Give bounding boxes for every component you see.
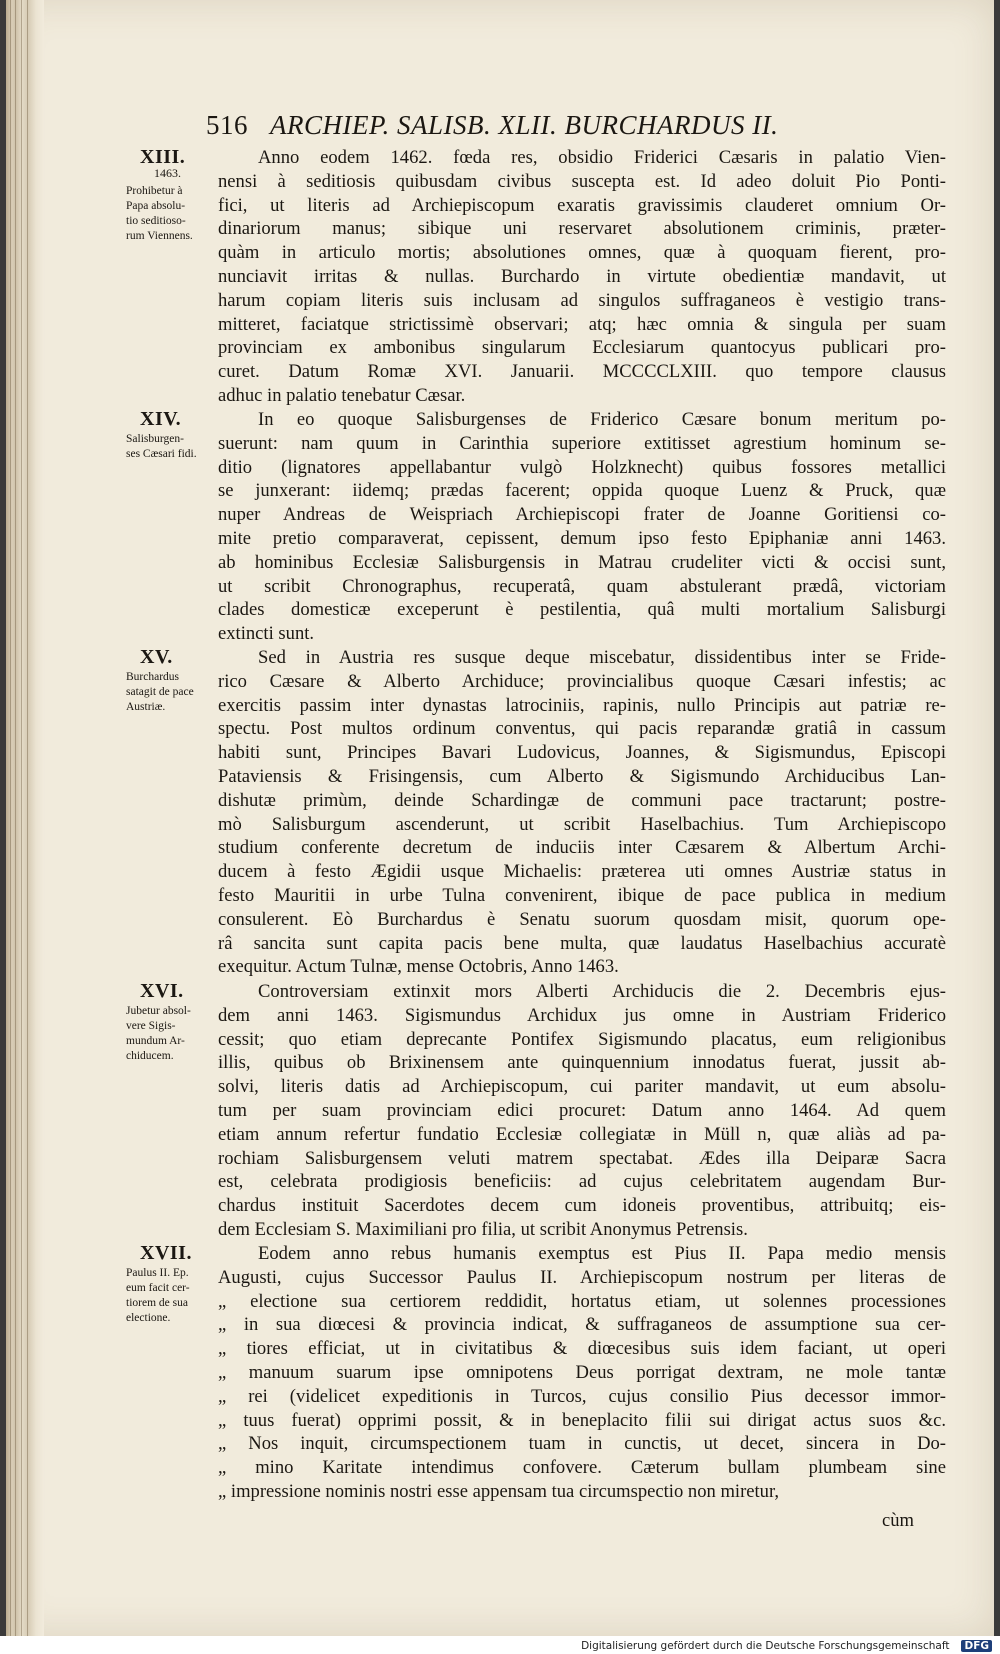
page-edge-line <box>15 0 16 1636</box>
text-line: curet. Datum Romæ XVI. Januarii. MCCCCLXIII. quo tempore clausus <box>218 361 946 383</box>
text-line: cessit; quo etiam deprecante Pontifex Sigismundo placatus, eum religionibus <box>218 1028 946 1050</box>
text-line: harum copiam literis suis inclusam ad singulos suffraganeos è vestigio trans- <box>218 289 946 311</box>
text-line: rico Cæsare & Alberto Archiduce; provincialibus quoque Cæsari infestis; ac <box>218 670 946 692</box>
section-body <box>218 1242 946 1504</box>
text-line: habiti sunt, Principes Bavari Ludovicus, Joannes, & Sigismundus, Episcopi <box>218 742 946 764</box>
marginal-note-line: Salisburgen- <box>126 433 184 445</box>
text-line: ducem à festo Ægidii usque Michaelis: præterea uti omnes Austriæ status in <box>218 861 946 883</box>
text-line: „ manuum suarum ipse omnipotens Deus porrigat dextram, ne mole tantæ <box>218 1361 946 1383</box>
text-line: Eodem anno rebus humanis exemptus est Pius II. Papa medio mensis <box>258 1243 946 1264</box>
marginal-note-line: eum facit cer- <box>126 1282 190 1294</box>
marginal-note-line: rum Viennens. <box>126 230 193 242</box>
text-line: „ impressione nominis nostri esse appensam tua circumspectio non miretur, <box>218 1480 780 1502</box>
section-body <box>218 408 946 646</box>
text-line: illis, quibus ob Brixinensem ante quinquennium innodatus fuerat, jussit ab- <box>218 1052 946 1074</box>
text-line: se junxerant: iidemq; prædas facerent; oppida quoque Luenz & Pruck, quæ <box>218 480 946 502</box>
marginal-note <box>126 1266 216 1326</box>
section-body <box>218 146 946 408</box>
text-line: „ rei (videlicet expeditionis in Turcos, cujus consilio Pius decessor immor- <box>218 1385 946 1407</box>
section-body <box>218 646 946 979</box>
text-line: clades domesticæ exceperunt è pestilentia, quâ multi mortalium Salisburgi <box>218 599 946 621</box>
marginal-note-line: electione. <box>126 1312 171 1324</box>
page-edge-line <box>21 0 22 1636</box>
text-line: dem Ecclesiam S. Maximiliani pro filia, ut scribit Anonymus Petrensis. <box>218 1218 748 1240</box>
marginal-note-line: Austriæ. <box>126 701 166 713</box>
text-line: In eo quoque Salisburgenses de Friderico Cæsare bonum meritum po- <box>258 409 946 430</box>
text-line: nuper Andreas de Weispriach Archiepiscopi frater de Joanne Goritiensi co- <box>218 504 946 526</box>
section-number: XIII. <box>140 146 186 168</box>
marginal-note-line: Burchardus <box>126 671 180 683</box>
text-line: exercitis passim inter dynastas latrociniis, rapinis, nullo Principis aut patriæ re- <box>218 694 946 716</box>
text-line: spectu. Post multos ordinum conventus, qui pacis reparandæ gratiâ in cassum <box>218 718 946 740</box>
text-line: suerunt: nam quum in Carinthia superiore extitisset agrestium hominum se- <box>218 432 946 454</box>
page-edge-line <box>10 0 11 1636</box>
section-number: XVII. <box>140 1242 192 1264</box>
text-line: „ tuus fuerat) opprimi possit, & in beneplacito filii sui dirigat actus suos &c. <box>218 1409 946 1431</box>
text-line: nunciavit irritas & nullas. Burchardo in virtute obedientiæ mandavit, ut <box>218 265 946 287</box>
marginal-note-line: Paulus II. Ep. <box>126 1267 189 1279</box>
text-line: est, celebrata prodigiosis beneficiis: ad cujus celebritatem augendam Bur- <box>218 1171 946 1193</box>
footer-bar <box>0 1636 1000 1654</box>
text-line: fici, ut literis ad Archiepiscopum exaratis gravissimis clauderet omnium Or- <box>218 194 946 216</box>
section-number: XIV. <box>140 408 182 430</box>
running-head-title: ARCHIEP. SALISB. XLII. BURCHARDUS II. <box>270 110 779 140</box>
section-number: XVI. <box>140 980 184 1002</box>
marginal-note <box>126 670 216 715</box>
text-line: ab hominibus Ecclesiæ Salisburgensis in Matrau crudeliter victi & occisi sunt, <box>218 551 946 573</box>
marginal-note-line: tio seditioso- <box>126 215 186 227</box>
section-number: XV. <box>140 646 173 668</box>
marginal-note-line: satagit de pace <box>126 686 194 698</box>
text-line: chardus instituit Sacerdotes decem cum idoneis proventibus, attribuitq; eis- <box>218 1195 946 1217</box>
running-head <box>206 110 846 146</box>
text-line: mò Salisburgum ascenderunt, ut scribit Haselbachius. Tum Archiepiscopo <box>218 813 946 835</box>
text-line: exequitur. Actum Tulnæ, mense Octobris, Anno 1463. <box>218 956 619 978</box>
section-year: 1463. <box>154 166 181 180</box>
text-line: nensi à seditiosis quibusdam civibus suscepta est. Id adeo doluit Pio Ponti- <box>218 170 946 192</box>
footer-text: Digitalisierung gefördert durch die Deutsche Forschungsgemeinschaft <box>581 1640 950 1652</box>
marginal-note <box>126 184 216 244</box>
marginal-note-line: Papa absolu- <box>126 200 186 212</box>
text-line: mitteret, faciatque strictissimè observari; atq; hæc omnia & singula per suam <box>218 313 946 335</box>
text-line: tum per suam provinciam edici procuret: Datum anno 1464. Ad quem <box>218 1099 946 1121</box>
page-edge-line <box>27 0 28 1636</box>
catchword: cùm <box>881 1510 914 1531</box>
marginal-note <box>126 1004 216 1064</box>
text-line: mite pretio comparaverat, cepissent, demum ipso festo Epiphaniæ anni 1463. <box>218 527 946 549</box>
text-line: studium conferente decretum de induciis inter Cæsarem & Albertum Archi- <box>218 837 946 859</box>
text-line: adhuc in palatio tenebatur Cæsar. <box>218 384 466 406</box>
text-line: quàm in articulo mortis; absolutiones omnes, quæ à quoquam fierent, pro- <box>218 242 946 264</box>
marginal-note-line: Prohibetur à <box>126 185 183 197</box>
text-line: extincti sunt. <box>218 623 315 645</box>
marginal-note-line: chiducem. <box>126 1050 174 1062</box>
text-line: provinciam ex ambonibus singularum Ecclesiarum quantocyus publicari pro- <box>218 337 946 359</box>
text-line: „ electione sua certiorem reddidit, hortatus etiam, ut solennes processiones <box>218 1290 946 1312</box>
marginal-note <box>126 432 216 462</box>
page-edge <box>6 0 44 1636</box>
text-line: festo Mauritii in urbe Tulna convenirent, ibique de pace publica in medium <box>218 884 946 906</box>
text-line: „ tiores efficiat, ut in civitatibus & diœcesibus suis idem faciant, ut operi <box>218 1338 946 1360</box>
text-line: Controversiam extinxit mors Alberti Archiducis die 2. Decembris ejus- <box>258 981 946 1002</box>
text-line: Pataviensis & Frisingensis, cum Alberto & Sigismundo Archiducibus Lan- <box>218 765 946 787</box>
text-line: râ sancita sunt capita pacis bene multa, quæ laudatus Haselbachius accuratè <box>218 932 946 954</box>
text-line: consulerent. Eò Burchardus è Senatu suorum quosdam misit, quorum ope- <box>218 908 946 930</box>
text-line: Anno eodem 1462. fœda res, obsidio Friderici Cæsaris in palatio Vien- <box>258 147 946 168</box>
marginal-note-line: ses Cæsari fidi. <box>126 448 197 460</box>
section-body <box>218 980 946 1242</box>
marginal-note-line: tiorem de sua <box>126 1297 188 1309</box>
text-line: ut scribit Chronographus, recuperatâ, quam abstulerant prædâ, victoriam <box>218 575 946 597</box>
text-line: „ Nos inquit, circumspectionem tuam in cunctis, ut decet, sincera in Do- <box>218 1433 946 1455</box>
text-line: dem anni 1463. Sigismundus Archidux jus omne in Austriam Friderico <box>218 1004 946 1026</box>
text-line: solvi, literis datis ad Archiepiscopum, cui pariter mandavit, ut eum absolu- <box>218 1076 946 1098</box>
book-page <box>6 0 994 1636</box>
marginal-note-line: Jubetur absol- <box>126 1005 191 1017</box>
dfg-logo: DFG <box>961 1640 992 1652</box>
text-line: dishutæ primùm, deinde Schardingæ de communi pace tractarunt; postre- <box>218 789 946 811</box>
marginal-note-line: mundum Ar- <box>126 1035 185 1047</box>
text-line: etiam annum refertur fundatio Ecclesiæ collegiatæ in Müll n, quæ aliàs ad pa- <box>218 1123 946 1145</box>
text-line: Augusti, cujus Successor Paulus II. Archiepiscopum nostrum per literas de <box>218 1266 946 1288</box>
text-line: „ mino Karitate intendimus confovere. Cæterum bullam plumbeam sine <box>218 1457 946 1479</box>
text-line: rochiam Salisburgensem veluti matrem spectabat. Ædes illa Deiparæ Sacra <box>218 1147 946 1169</box>
text-line: „ in sua diœcesi & provincia indicat, & suffraganeos de assumptione sua cer- <box>218 1314 946 1336</box>
marginal-note-line: vere Sigis- <box>126 1020 176 1032</box>
page-number: 516 <box>206 110 248 140</box>
text-line: ditio (lignatores appellabantur vulgò Holzknecht) quibus fossores metallici <box>218 456 946 478</box>
text-line: Sed in Austria res susque deque miscebatur, dissidentibus inter se Fride- <box>258 647 946 668</box>
text-line: dinariorum manus; sibique uni reservaret absolutionem criminis, præter- <box>218 218 946 240</box>
